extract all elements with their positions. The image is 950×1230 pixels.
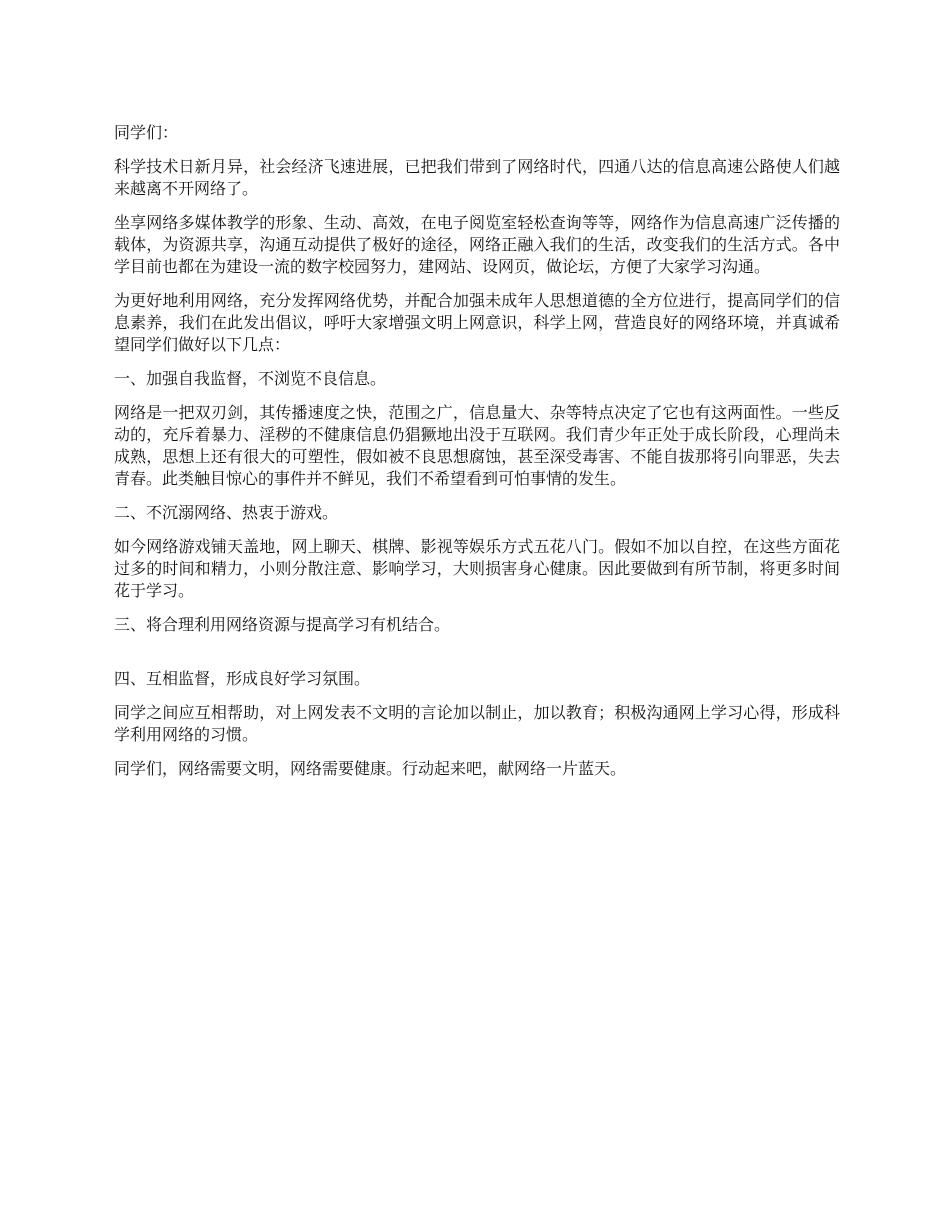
greeting: 同学们： bbox=[114, 123, 179, 142]
closing-paragraph: 同学们，网络需要文明，网络需要健康。行动起来吧，献网络一片蓝天。 bbox=[114, 759, 627, 778]
document-body bbox=[114, 122, 840, 792]
point-2-heading: 二、不沉溺网络、热衷于游戏。 bbox=[114, 503, 339, 522]
paragraph-network-benefits: 坐享网络多媒体教学的形象、生动、高效，在电子阅览室轻松查询等等，网络作为信息高速广泛传播的载体，为资源共享，沟通互动提供了极好的途径，网络正融入我们的生活，改变我们的生活方式。各中学目前也都在为建设一流的数字校园努力，建网站、设网页，做论坛，方便了大家学习沟通。 bbox=[114, 213, 840, 276]
point-2-body: 如今网络游戏铺天盖地，网上聊天、棋牌、影视等娱乐方式五花八门。假如不加以自控，在这些方面花过多的时间和精力，小则分散注意、影响学习，大则损害身心健康。因此要做到有所节制，将更多时间花于学习。 bbox=[114, 537, 840, 600]
point-1-heading: 一、加强自我监督，不浏览不良信息。 bbox=[114, 369, 387, 388]
point-4-body: 同学之间应互相帮助，对上网发表不文明的言论加以制止，加以教育；积极沟通网上学习心得，形成科学利用网络的习惯。 bbox=[114, 703, 840, 744]
paragraph-proposal: 为更好地利用网络，充分发挥网络优势，并配合加强未成年人思想道德的全方位进行，提高同学们的信息素养，我们在此发出倡议，呼吁大家增强文明上网意识，科学上网，营造良好的网络环境，并真诚希望同学们做好以下几点： bbox=[114, 291, 840, 354]
point-3-heading: 三、将合理利用网络资源与提高学习有机结合。 bbox=[114, 615, 451, 634]
point-1-body: 网络是一把双刃剑，其传播速度之快，范围之广，信息量大、杂等特点决定了它也有这两面性。一些反动的，充斥着暴力、淫秽的不健康信息仍猖獗地出没于互联网。我们青少年正处于成长阶段，心理尚未成熟，思想上还有很大的可塑性，假如被不良思想腐蚀，甚至深受毒害、不能自拔那将引向罪恶，失去青春。此类触目惊心的事件并不鲜见，我们不希望看到可怕事情的发生。 bbox=[114, 403, 840, 488]
paragraph-intro: 科学技术日新月异，社会经济飞速进展，已把我们带到了网络时代，四通八达的信息高速公路使人们越来越离不开网络了。 bbox=[114, 157, 840, 198]
point-4-heading: 四、互相监督，形成良好学习氛围。 bbox=[114, 669, 371, 688]
